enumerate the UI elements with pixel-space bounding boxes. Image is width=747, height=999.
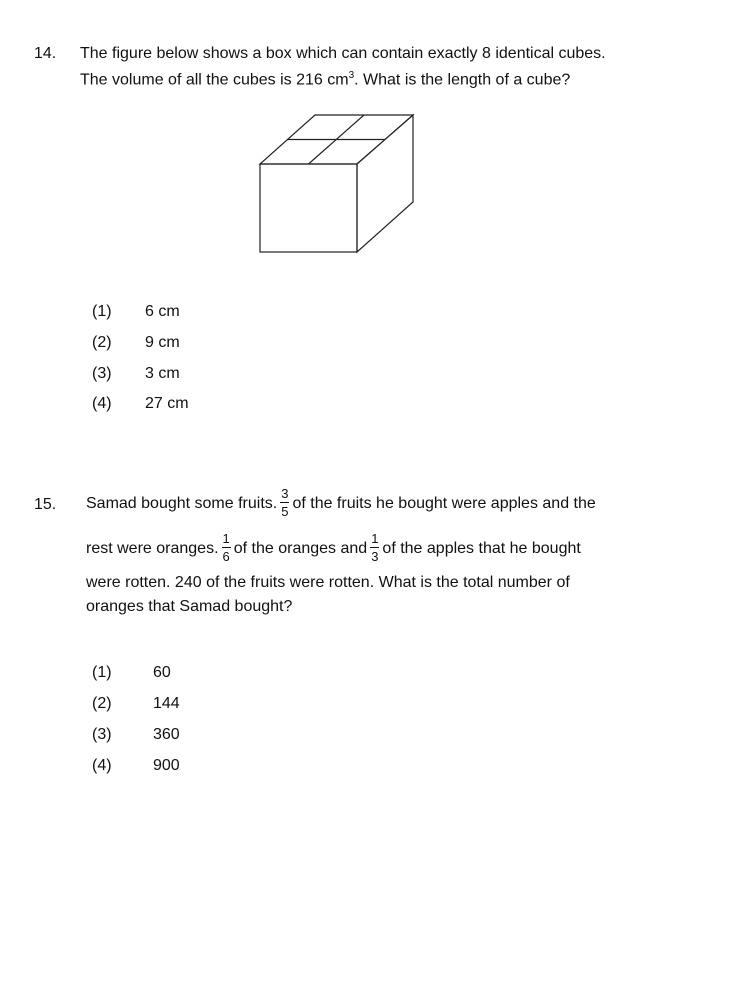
fraction-numerator: 3 — [281, 485, 289, 501]
q15-option-3-label: (3) — [92, 726, 112, 743]
box-figure — [255, 110, 420, 255]
q14-text-line2-a: The volume of all the cubes is 216 cm — [80, 71, 349, 89]
fraction-numerator: 1 — [222, 530, 230, 546]
box-right-face — [357, 115, 413, 252]
q15-text-line2-a: rest were oranges. — [86, 540, 219, 557]
q15-fraction-1-6 — [222, 532, 231, 563]
q15-text-line2-c: of the apples that he bought — [382, 540, 581, 557]
q15-option-3-value: 360 — [153, 726, 180, 743]
q14-text-line2-b: . What is the length of a cube? — [354, 71, 571, 89]
q14-option-3-value: 3 cm — [145, 365, 180, 382]
q15-option-2-label: (2) — [92, 695, 112, 712]
q15-fraction-3-5 — [280, 487, 289, 518]
box-front-face — [260, 164, 357, 252]
q15-text-line1-b: of the fruits he bought were apples and the — [292, 495, 596, 512]
q14-option-4-label: (4) — [92, 395, 112, 412]
q15-option-4-value: 900 — [153, 757, 180, 774]
q15-option-2-value: 144 — [153, 695, 180, 712]
fraction-denominator: 3 — [371, 548, 379, 564]
q14-option-1-value: 6 cm — [145, 303, 180, 320]
q15-number: 15. — [34, 496, 57, 513]
q15-text-line2-b: of the oranges and — [233, 540, 368, 557]
fraction-denominator: 6 — [222, 548, 230, 564]
q15-fraction-1-3 — [370, 532, 379, 563]
fraction-denominator: 5 — [281, 503, 289, 519]
q15-text-line1 — [86, 482, 596, 526]
q14-text-line1: The figure below shows a box which can contain exactly 8 identical cubes. — [80, 45, 606, 62]
q14-text-line2 — [80, 70, 570, 89]
q15-text-line2 — [86, 527, 581, 571]
q14-option-3-label: (3) — [92, 365, 112, 382]
q15-option-4-label: (4) — [92, 757, 112, 774]
q15-text-line1-a: Samad bought some fruits. — [86, 495, 278, 512]
q15-text-line3: were rotten. 240 of the fruits were rotten. What is the total number of — [86, 574, 570, 591]
q14-option-2-value: 9 cm — [145, 334, 180, 351]
q15-option-1-value: 60 — [153, 664, 171, 681]
fraction-numerator: 1 — [371, 530, 379, 546]
q15-option-1-label: (1) — [92, 664, 112, 681]
q15-text-line4: oranges that Samad bought? — [86, 598, 293, 615]
q14-option-4-value: 27 cm — [145, 395, 189, 412]
q14-number: 14. — [34, 45, 57, 62]
q14-option-2-label: (2) — [92, 334, 112, 351]
q14-option-1-label: (1) — [92, 303, 112, 320]
q14-superscript: 3 — [348, 70, 355, 81]
